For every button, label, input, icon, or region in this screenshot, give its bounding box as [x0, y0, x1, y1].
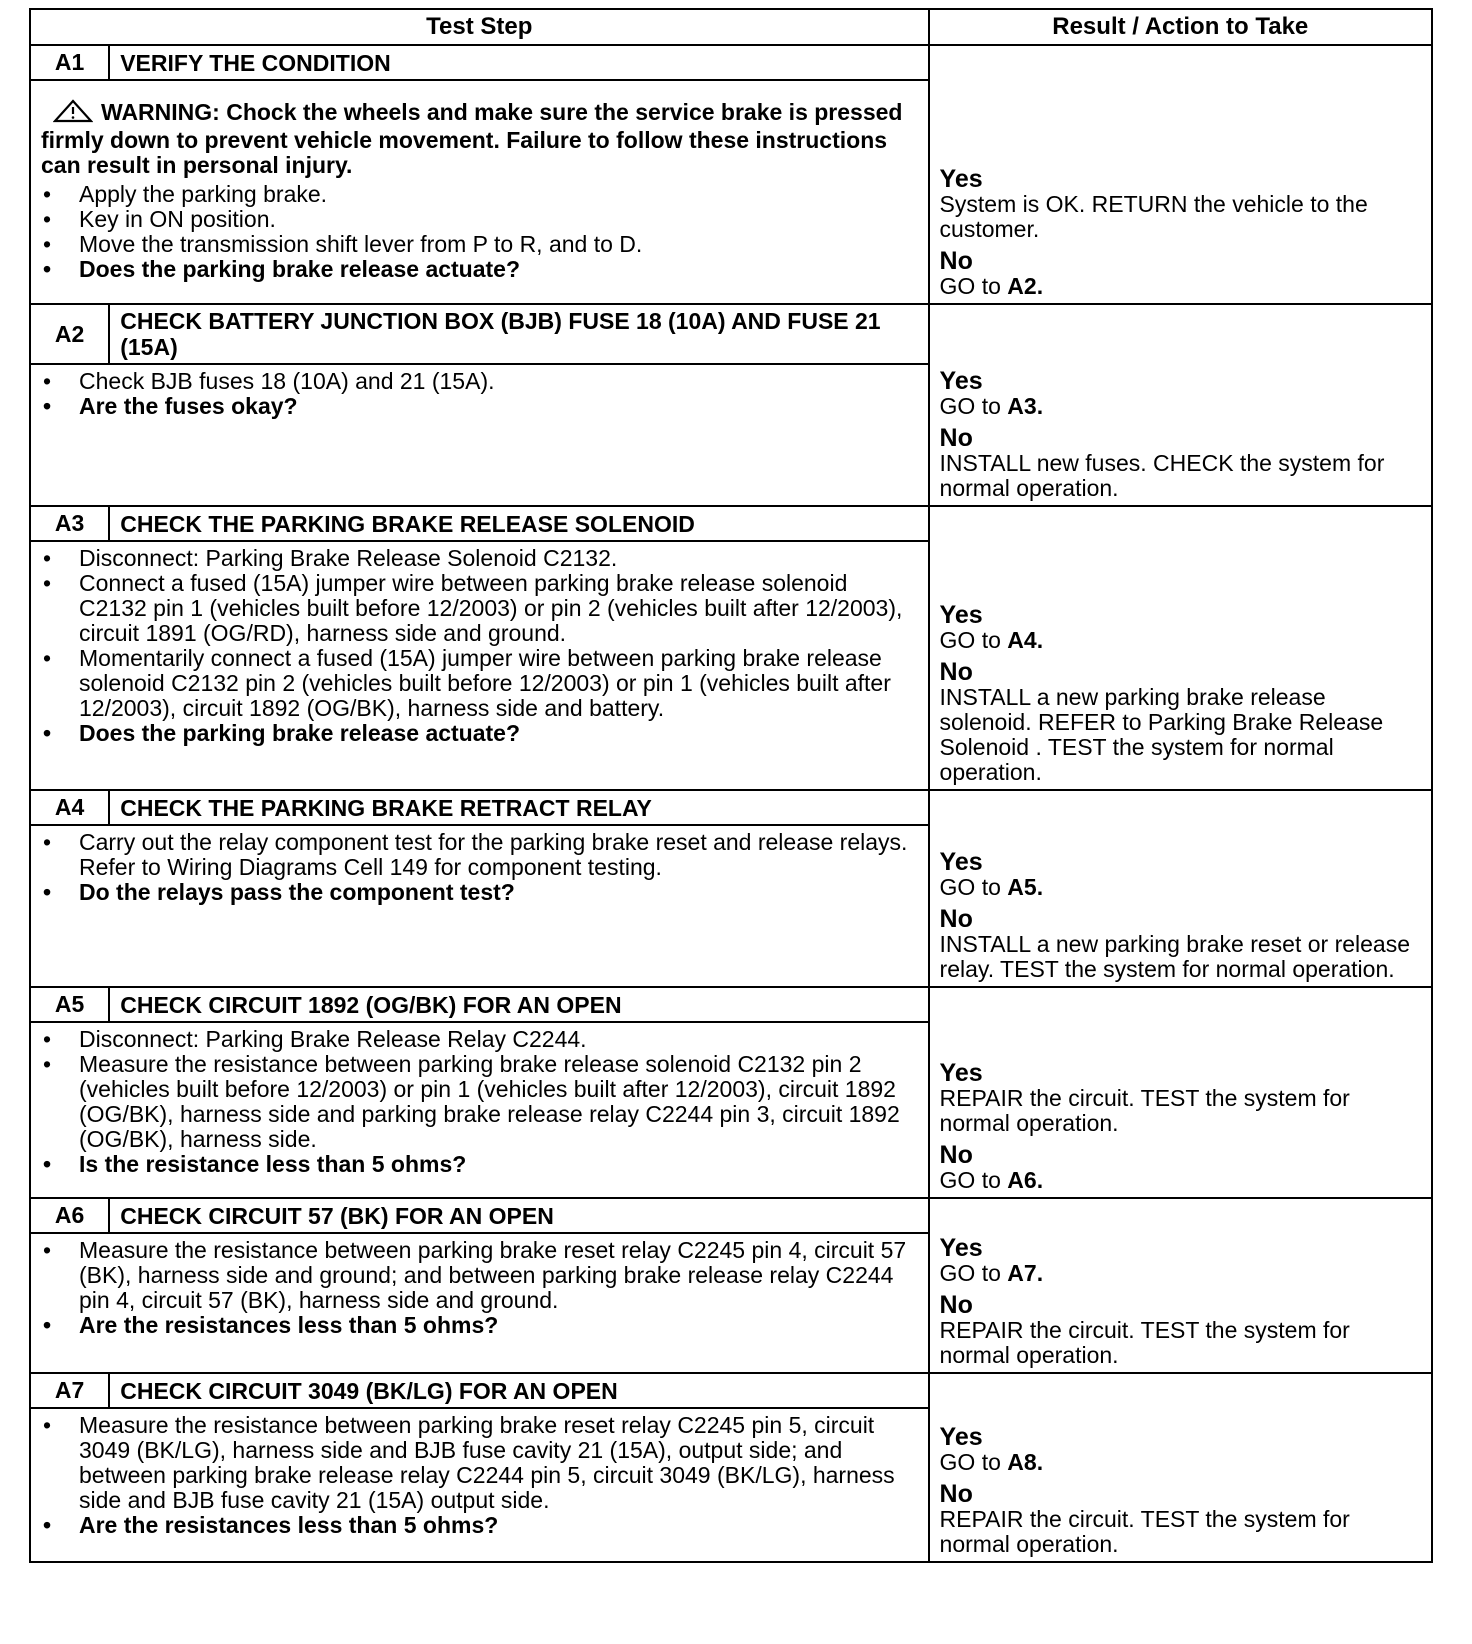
result-no	[940, 1481, 1422, 1557]
no-action: GO to A6.	[939, 1167, 1044, 1193]
yes-action: GO to A5.	[939, 874, 1044, 900]
step-title: CHECK CIRCUIT 1892 (OG/BK) FOR AN OPEN	[109, 987, 928, 1022]
step-title: VERIFY THE CONDITION	[109, 45, 928, 80]
result-yes	[940, 1424, 1422, 1475]
action-list	[41, 182, 918, 282]
warning-triangle-icon	[53, 99, 93, 128]
no-action: INSTALL a new parking brake release solenoid. REFER to Parking Brake Release Solenoid . TEST the system for normal operation.	[939, 684, 1384, 785]
step-question: • Does the parking brake release actuate?	[41, 721, 918, 746]
result-no	[940, 1142, 1422, 1193]
step-title: CHECK BATTERY JUNCTION BOX (BJB) FUSE 18 (10A) AND FUSE 21 (15A)	[109, 304, 928, 364]
no-action: GO to A2.	[939, 273, 1044, 299]
action-item: • Disconnect: Parking Brake Release Solenoid C2132.	[41, 546, 918, 571]
table-header-row	[30, 9, 1432, 45]
step-question: • Is the resistance less than 5 ohms?	[41, 1152, 918, 1177]
step-body	[30, 1408, 929, 1562]
result-no	[940, 1292, 1422, 1368]
no-action: INSTALL new fuses. CHECK the system for normal operation.	[939, 450, 1385, 501]
step-header-row	[30, 304, 1432, 364]
header-test-step: Test Step	[30, 9, 929, 45]
warning-text: WARNING: Chock the wheels and make sure the service brake is pressed firmly down to prevent vehicle movement. Failure to follow these instructions can result in personal injury.	[41, 99, 903, 178]
step-result	[929, 1198, 1432, 1373]
step-result	[929, 304, 1432, 506]
yes-label: Yes	[939, 1059, 983, 1087]
result-yes	[940, 849, 1422, 900]
no-label: No	[939, 658, 973, 686]
step-result	[929, 790, 1432, 987]
yes-action: GO to A4.	[939, 627, 1044, 653]
step-header-row	[30, 506, 1432, 541]
step-result	[929, 45, 1432, 304]
yes-label: Yes	[939, 848, 983, 876]
no-label: No	[939, 424, 973, 452]
action-item: • Key in ON position.	[41, 207, 918, 232]
yes-label: Yes	[939, 1234, 983, 1262]
no-action: REPAIR the circuit. TEST the system for normal operation.	[939, 1506, 1350, 1557]
no-action: INSTALL a new parking brake reset or release relay. TEST the system for normal operation.	[939, 931, 1411, 982]
test-steps-body	[30, 45, 1432, 1562]
action-list	[41, 1413, 918, 1538]
step-question: • Are the resistances less than 5 ohms?	[41, 1313, 918, 1338]
yes-action: GO to A3.	[939, 393, 1044, 419]
step-id: A2	[30, 304, 109, 364]
action-list	[41, 546, 918, 746]
step-body	[30, 825, 929, 987]
result-yes	[940, 166, 1422, 242]
step-question: • Do the relays pass the component test?	[41, 880, 918, 905]
action-list	[41, 1027, 918, 1177]
action-item: • Carry out the relay component test for the parking brake reset and release relays. Refer to Wiring Diagrams Cell 149 for component testing.	[41, 830, 918, 880]
step-question: • Are the resistances less than 5 ohms?	[41, 1513, 918, 1538]
yes-action: GO to A7.	[939, 1260, 1044, 1286]
result-yes	[940, 602, 1422, 653]
yes-label: Yes	[939, 601, 983, 629]
step-result	[929, 987, 1432, 1198]
no-label: No	[939, 905, 973, 933]
yes-action: System is OK. RETURN the vehicle to the customer.	[939, 191, 1368, 242]
step-body	[30, 80, 929, 304]
no-action: REPAIR the circuit. TEST the system for normal operation.	[939, 1317, 1350, 1368]
result-yes	[940, 368, 1422, 419]
result-no	[940, 906, 1422, 982]
action-item: • Move the transmission shift lever from P to R, and to D.	[41, 232, 918, 257]
result-no	[940, 425, 1422, 501]
diagnostic-test-table	[29, 8, 1433, 1563]
step-result	[929, 1373, 1432, 1562]
no-label: No	[939, 1141, 973, 1169]
action-list	[41, 369, 918, 419]
yes-label: Yes	[939, 1423, 983, 1451]
step-id: A4	[30, 790, 109, 825]
result-no	[940, 248, 1422, 299]
yes-label: Yes	[939, 367, 983, 395]
yes-label: Yes	[939, 165, 983, 193]
action-item: • Measure the resistance between parking brake reset relay C2245 pin 4, circuit 57 (BK), harness side and ground; and between parking brake release relay C2244 pin 4, circuit 57 (BK), harness side and ground.	[41, 1238, 918, 1313]
step-id: A7	[30, 1373, 109, 1408]
header-result-action: Result / Action to Take	[929, 9, 1432, 45]
step-question: • Does the parking brake release actuate?	[41, 257, 918, 282]
action-item: • Momentarily connect a fused (15A) jumper wire between parking brake release solenoid C2132 pin 2 (vehicles built before 12/2003) or pin 1 (vehicles built after 12/2003), circuit 1892 (OG/BK), harness side and battery.	[41, 646, 918, 721]
step-header-row	[30, 790, 1432, 825]
step-title: CHECK THE PARKING BRAKE RELEASE SOLENOID	[109, 506, 928, 541]
step-body	[30, 541, 929, 790]
action-item: • Measure the resistance between parking brake reset relay C2245 pin 5, circuit 3049 (BK/LG), harness side and BJB fuse cavity 21 (15A), output side; and between parking brake release relay C2244 pin 5, circuit 3049 (BK/LG), harness side and BJB fuse cavity 21 (15A) output side.	[41, 1413, 918, 1513]
action-list	[41, 830, 918, 905]
action-item: • Connect a fused (15A) jumper wire between parking brake release solenoid C2132 pin 1 (vehicles built before 12/2003) or pin 2 (vehicles built after 12/2003), circuit 1891 (OG/RD), harness side and ground.	[41, 571, 918, 646]
step-header-row	[30, 987, 1432, 1022]
step-header-row	[30, 45, 1432, 80]
action-item: • Disconnect: Parking Brake Release Relay C2244.	[41, 1027, 918, 1052]
step-title: CHECK THE PARKING BRAKE RETRACT RELAY	[109, 790, 928, 825]
step-id: A3	[30, 506, 109, 541]
yes-action: GO to A8.	[939, 1449, 1044, 1475]
action-list	[41, 1238, 918, 1338]
step-id: A5	[30, 987, 109, 1022]
step-id: A1	[30, 45, 109, 80]
result-no	[940, 659, 1422, 785]
no-label: No	[939, 1480, 973, 1508]
result-yes	[940, 1060, 1422, 1136]
step-body	[30, 364, 929, 506]
step-body	[30, 1022, 929, 1198]
yes-action: REPAIR the circuit. TEST the system for normal operation.	[939, 1085, 1350, 1136]
step-title: CHECK CIRCUIT 57 (BK) FOR AN OPEN	[109, 1198, 928, 1233]
action-item: • Measure the resistance between parking brake release solenoid C2132 pin 2 (vehicles built before 12/2003) or pin 1 (vehicles built after 12/2003), circuit 1892 (OG/BK), harness side and parking brake release relay C2244 pin 3, circuit 1892 (OG/BK), harness side.	[41, 1052, 918, 1152]
step-body	[30, 1233, 929, 1373]
step-question: • Are the fuses okay?	[41, 394, 918, 419]
action-item: • Apply the parking brake.	[41, 182, 918, 207]
step-result	[929, 506, 1432, 790]
step-id: A6	[30, 1198, 109, 1233]
step-header-row	[30, 1373, 1432, 1408]
step-header-row	[30, 1198, 1432, 1233]
no-label: No	[939, 247, 973, 275]
result-yes	[940, 1235, 1422, 1286]
no-label: No	[939, 1291, 973, 1319]
step-title: CHECK CIRCUIT 3049 (BK/LG) FOR AN OPEN	[109, 1373, 928, 1408]
action-item: • Check BJB fuses 18 (10A) and 21 (15A).	[41, 369, 918, 394]
